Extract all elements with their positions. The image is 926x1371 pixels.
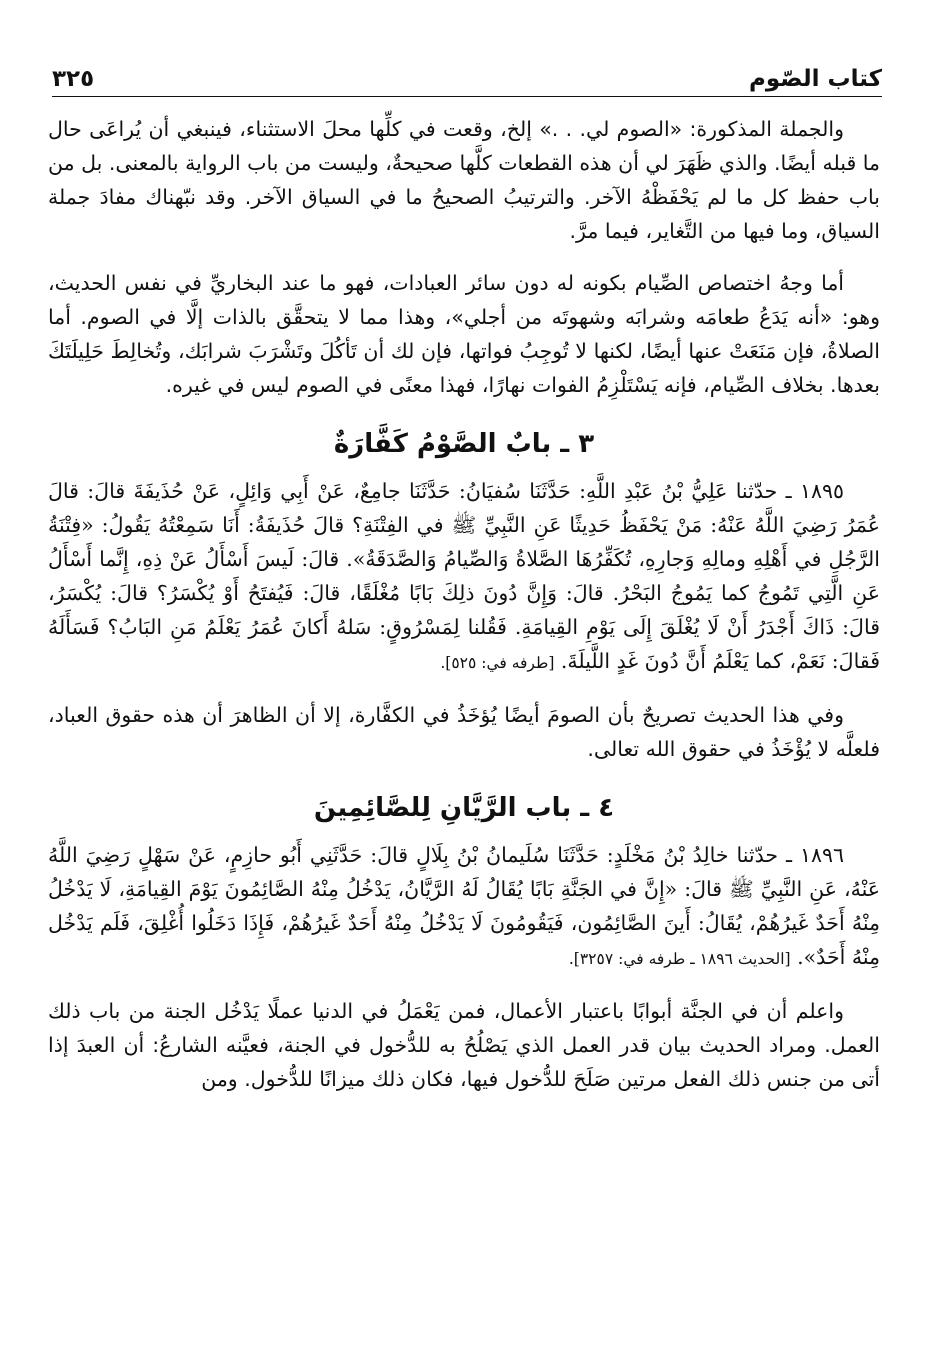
page-number: ٣٢٥ [52, 66, 95, 92]
hadith-block [48, 838, 880, 976]
hadith-1896-reference: [الحديث ١٨٩٦ ـ طرفه في: ٣٢٥٧]. [568, 950, 791, 968]
hadith-1895-text: ١٨٩٥ ـ حدّثنا عَلِيُّ بْنُ عَبْدِ اللَّهِ: حَدَّثَنَا سُفيَانُ: حَدَّثَنَا جامِعٌ، عَنْ أَبِي وَائِلٍ، عَنْ حُذَيفَةَ قالَ: قالَ عُمَرُ رَضِيَ اللَّهُ عَنْهُ: مَنْ يَحْفَظُ حَدِيثًا عَنِ النَّبِيِّ ﷺ في الفِتْنَةِ؟ قالَ حُذَيفَةُ: أَنَا سَمِعْتُهُ يَقُولُ: «فِتْنَةُ الرَّجُلِ في أَهْلِهِ ومالِهِ وَجارِهِ، تُكَفِّرُهَا الصَّلاةُ وَالصِّيامُ وَالصَّدَقَةُ». قالَ: لَيسَ أَسْأَلُ عَنْ ذِهِ، إِنَّما أَسْأَلُ عَنِ الَّتِي تَمُوجُ كما يَمُوجُ البَحْرُ. قالَ: وَإِنَّ دُونَ ذلِكَ بَابًا مُغْلَقًا، قالَ: فَيُفتَحُ أَوْ يُكْسَرُ؟ قالَ: يُكْسَرُ، قالَ: ذَاكَ أَجْدَرُ أَنْ لَا يُغْلَقَ إِلَى يَوْمِ القِيامَةِ. فَقُلنا لِمَسْرُوقٍ: سَلهُ أَكانَ عُمَرُ يَعْلَمُ مَنِ البَابُ؟ فَسَأَلَهُ فَقالَ: نَعَمْ، كما يَعْلَمُ أَنَّ دُونَ غَدٍ اللَّيلَةَ. [48, 479, 880, 673]
hadith-1896-text: ١٨٩٦ ـ حدّثنا خالِدُ بْنُ مَخْلَدٍ: حَدَّثَنَا سُلَيمانُ بْنُ بِلَالٍ قالَ: حَدَّثَنِي أَبُو حازِمٍ، عَنْ سَهْلٍ رَضِيَ اللَّهُ عَنْهُ، عَنِ النَّبِيِّ ﷺ قالَ: «إِنَّ في الجَنَّةِ بَابًا يُقَالُ لَهُ الرَّيَّانُ، يَدْخُلُ مِنْهُ الصَّائِمُونَ يَوْمَ القِيامَةِ، لَا يَدْخُلُ مِنْهُ أَحَدٌ غَيرُهُمْ، يُقَالُ: أَينَ الصَّائِمُون، فَيَقُومُونَ لَا يَدْخُلُ مِنْهُ أَحَدٌ غَيرُهُمْ، فَإِذَا دَخَلُوا أُغْلِقَ، فَلَم يَدْخُل مِنْهُ أَحَدٌ». [48, 843, 880, 969]
chapter-heading: ٣ ـ بابٌ الصَّوْمُ كَفَّارَةٌ [333, 429, 595, 459]
hadith-text [48, 474, 880, 680]
commentary-paragraph: والجملة المذكورة: «الصوم لي. . .» إلخ، وقعت في كلِّها محلَ الاستثناء، فينبغي أن يُراعَى حال ما قبله أيضًا. والذي ظَهَرَ لي أن هذه القطعات كلَّها صحيحةٌ، وليست من باب الرواية بالمعنى. بل من باب حفظ كل ما لم يَحْفَظْهُ الآخر. والترتيبُ الصحيحُ ما في السياق الآخر. وقد نبّهناك مفادَ جملة السياق، وما فيها من التَّغاير، فيما مرَّ. [48, 117, 880, 243]
page-body [48, 112, 880, 1096]
running-header [52, 54, 882, 97]
hadith-block [48, 474, 880, 680]
commentary-paragraph: وفي هذا الحديث تصريحٌ بأن الصومَ أيضًا يُؤخَذُ في الكفَّارة، إلا أن الظاهرَ أن هذه حقوق العباد، فلعلَّه لا يُؤْخَذُ في حقوق الله تعالى. [48, 703, 880, 761]
chapter-heading: ٤ ـ باب الرَّيَّانِ لِلصَّائِمِينَ [313, 793, 615, 823]
commentary-paragraph: واعلم أن في الجنَّة أبوابًا باعتبار الأعمال، فمن يَعْمَلُ في الدنيا عملًا يَدْخُل الجنة من باب ذلك العمل. ومراد الحديث بيان قدر العمل الذي يَصْلُحُ به للدُّخول في الجنة، فعيَّنه الشارعُ: أن العبدَ إذا أتى من جنس ذلك الفعل مرتين صَلَحَ للدُّخول فيها، فكان ذلك ميزانًا للدُّخول. ومن [48, 999, 880, 1091]
book-section-title: كتاب الصّوم [749, 66, 882, 92]
commentary-paragraph: أما وجهُ اختصاص الصِّيام بكونه له دون سائر العبادات، فهو ما عند البخاريِّ في نفس الحديث، وهو: «أنه يَدَعُ طعامَه وشرابَه وشهوتَه من أجلي»، وهذا مما لا يتحقَّق بالذات إلَّا في الصوم. أما الصلاةُ، فإن مَنَعَتْ عنها أيضًا، لكنها لا تُوجِبُ فواتها، فإن لك أن تَأكُلَ وتَشْرَبَ شرابَك، وتُخالِطَ حَلِيلَتَكَ بعدها. بخلاف الصِّيام، فإنه يَسْتَلْزِمُ الفوات نهارًا، فهذا معنًى في الصوم ليس في غيره. [48, 271, 880, 397]
hadith-1895-reference: [طرفه في: ٥٢٥]. [440, 654, 555, 672]
hadith-text [48, 838, 880, 976]
